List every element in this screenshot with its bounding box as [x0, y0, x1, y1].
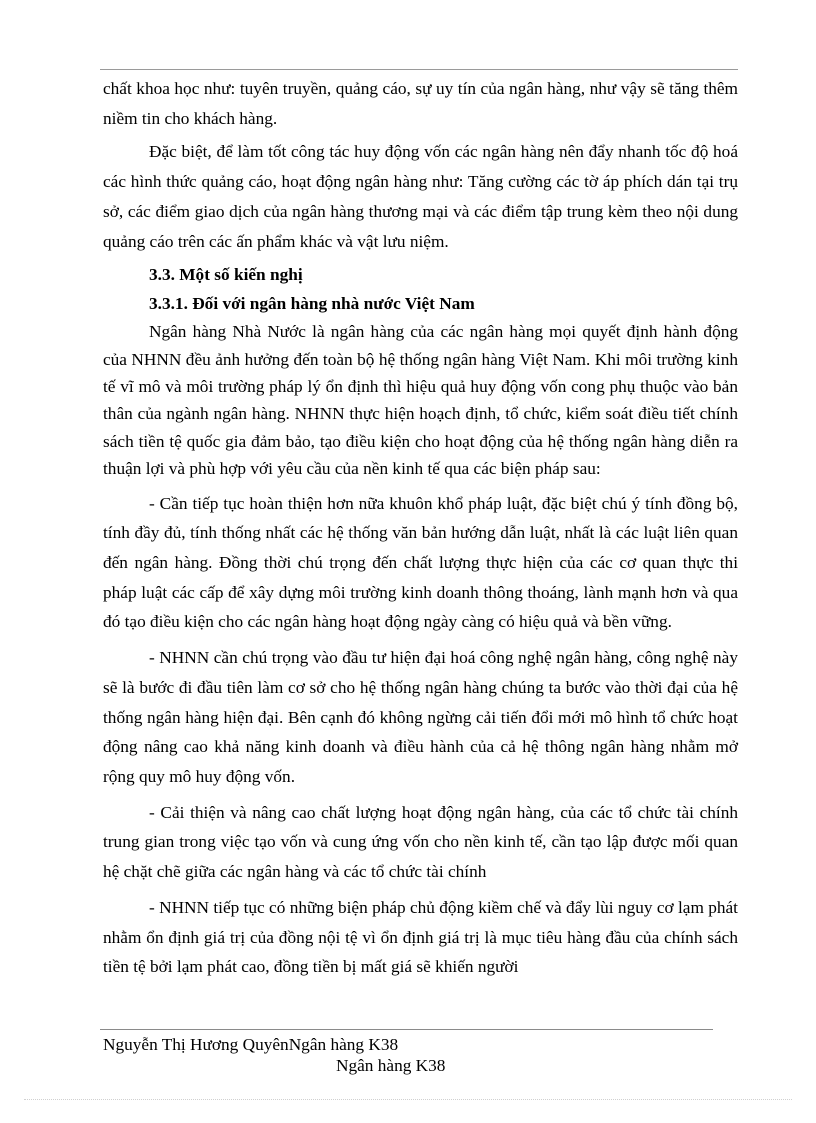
subsection-heading: 3.3.1. Đối với ngân hàng nhà nước Việt Nam [149, 294, 475, 314]
paragraph-bullet-quality: - Cải thiện và nâng cao chất lượng hoạt động ngân hàng, của các tổ chức tài chính trung gian trong việc tạo vốn và cung ứng vốn cho nền kinh tế, cần tạo lập được mối quan hệ chặt chẽ giữa các ngân hàng và các tổ chức tài chính [103, 802, 738, 882]
footer-class: Ngân hàng K38 [336, 1056, 446, 1075]
footer-author: Nguyễn Thị Hương QuyênNgân hàng K38 [103, 1035, 399, 1054]
footer-rule [100, 1029, 713, 1030]
paragraph-advertising: Đặc biệt, để làm tốt công tác huy động vốn các ngân hàng nên đẩy nhanh tốc độ hoá các hình thức quảng cáo, hoạt động ngân hàng như: Tăng cường các tờ áp phích dán tại trụ sở, các điểm giao dịch của ngân hàng thương mại và các điểm tập trung kèm theo nội dung quảng cáo trên các ấn phẩm khác và vật lưu niệm. [103, 142, 738, 251]
section-heading: 3.3. Một số kiến nghị [149, 265, 303, 285]
paragraph-bullet-technology: - NHNN cần chú trọng vào đầu tư hiện đại hoá công nghệ ngân hàng, công nghệ này sẽ là bước đi đầu tiên làm cơ sở cho hệ thống ngân hàng chúng ta bước vào thời đại của hệ thống ngân hàng hiện đại. Bên cạnh đó không ngừng cải tiến đổi mới mô hình tổ chức hoạt động nâng cao khả năng kinh doanh và điều hành của cả hệ thông ngân hàng nhằm mở rộng quy mô huy động vốn. [103, 648, 738, 786]
paragraph-continuation: chất khoa học như: tuyên truyền, quảng cáo, sự uy tín của ngân hàng, như vậy sẽ tăng thêm niềm tin cho khách hàng. [103, 79, 738, 128]
paragraph-bullet-legal: - Cần tiếp tục hoàn thiện hơn nữa khuôn khổ pháp luật, đặc biệt chú ý tính đồng bộ, tính đầy đủ, tính thống nhất các hệ thống văn bản hướng dẫn luật, nhất là các luật liên quan đến ngân hàng. Đồng thời chú trọng đến chất lượng thực hiện của các cơ quan thực thi pháp luật các cấp để xây dựng môi trường kinh doanh thông thoáng, lành mạnh hơn và qua đó tạo điều kiện cho các ngân hàng hoạt động ngày càng có hiệu quả và bền vững. [103, 493, 738, 632]
header-rule [100, 69, 738, 70]
paragraph-intro: Ngân hàng Nhà Nước là ngân hàng của các ngân hàng mọi quyết định hành động của NHNN đều ảnh hưởng đến toàn bộ hệ thống ngân hàng Việt Nam. Khi môi trường kinh tế vĩ mô và môi trường pháp lý ổn định thì hiệu quả huy động vốn cong phụ thuộc vào bản thân của ngành ngân hàng. NHNN thực hiện hoạch định, tổ chức, kiểm soát điều tiết chính sách tiền tệ quốc gia đảm bảo, tạo điều kiện cho hoạt động của hệ thống ngân hàng diễn ra thuận lợi và phù hợp với yêu cầu của nền kinh tế qua các biện pháp sau: [103, 322, 738, 479]
page-bottom-border [24, 1099, 792, 1100]
document-body [103, 74, 738, 982]
paragraph-bullet-inflation: - NHNN tiếp tục có những biện pháp chủ động kiềm chế và đẩy lùi nguy cơ lạm phát nhằm ổn định giá trị của đồng nội tệ vì ổn định giá trị là mục tiêu hàng đầu của chính sách tiền tệ bởi lạm phát cao, đồng tiền bị mất giá sẽ khiến người [103, 897, 738, 977]
